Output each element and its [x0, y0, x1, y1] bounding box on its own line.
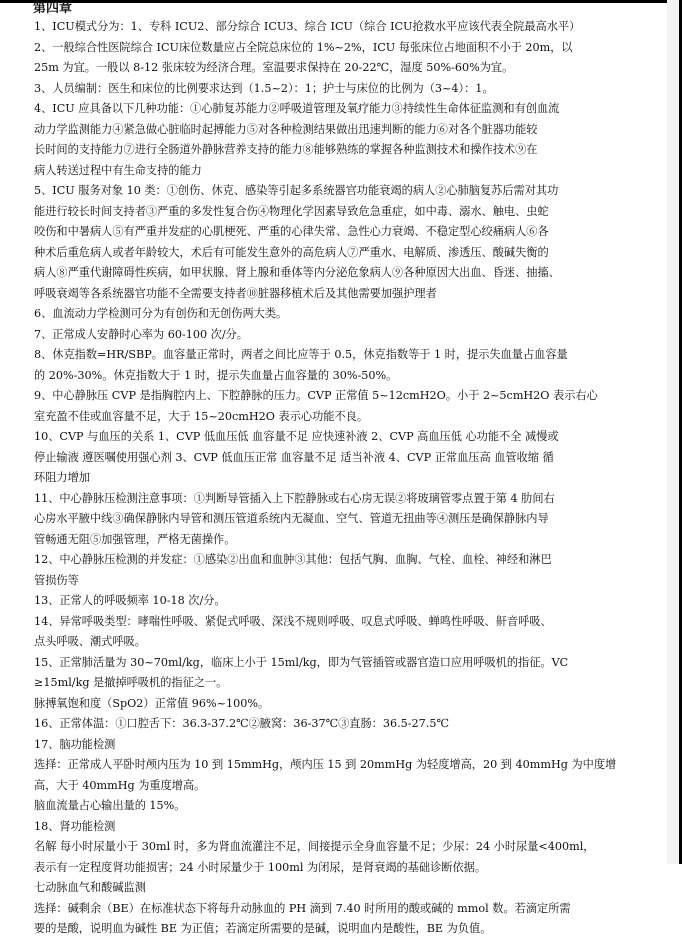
text-line: 病人转送过程中有生命支持的能力: [34, 163, 202, 177]
text-line: 4、ICU 应具备以下几种功能：①心肺复苏能力②呼吸道管理及氧疗能力③持续性生命体征监测和有创血流: [34, 102, 560, 115]
text-line: 咬伤和中暑病人⑤有严重并发症的心肌梗死、严重的心律失常、急性心力衰竭、不稳定型心绞痛病人⑥各: [34, 225, 549, 238]
text-line: 6、血流动力学检测可分为有创伤和无创伤两大类。: [34, 307, 288, 320]
text-line: 11、中心静脉压检测注意事项：①判断导管插入上下腔静脉或右心房无误②将玻璃管零点置于第 4 肋间右: [34, 491, 555, 505]
text-line: 17、脑功能检测: [34, 737, 116, 751]
text-line: 点头呼吸、潮式呼吸。: [34, 635, 146, 648]
text-line: 呼吸衰竭等各系统器官功能不全需要支持者⑩脏器移植术后及其他需要加强护理者: [34, 286, 437, 300]
text-line: 14、异常呼吸类型：哮喘性呼吸、紧促式呼吸、深浅不规则呼吸、叹息式呼吸、蝉鸣性呼吸、鼾音呼吸、: [34, 614, 552, 628]
right-gutter: [667, 0, 679, 864]
text-line: 环阻力增加: [34, 471, 90, 484]
text-line: 管畅通无阻⑤加强管理，严格无菌操作。: [34, 532, 236, 546]
text-line: 室充盈不佳或血容量不足，大于 15~20cmH2O 表示心功能不良。: [34, 409, 369, 423]
chapter-title: 第四章: [33, 1, 73, 16]
text-line: 10、CVP 与血压的关系 1、CVP 低血压低 血容量不足 应快速补液 2、CVP 高血压低 心功能不全 减慢或: [34, 430, 559, 443]
text-line: 12、中心静脉压检测的并发症：①感染②出血和血肿③其他：包括气胸、血胸、气栓、血栓、神经和淋巴: [34, 553, 552, 566]
text-line: 5、ICU 服务对象 10 类：①创伤、休克、感染等引起多系统器官功能衰竭的病人②心肺脑复苏后需对其功: [34, 184, 559, 197]
text-line: 13、正常人的呼吸频率 10-18 次/分。: [34, 594, 226, 607]
text-line: 2、一般综合性医院综合 ICU床位数量应占全院总床位的 1%~2%，ICU 每张床位占地面积不小于 20m，以: [34, 40, 573, 54]
text-line: 25m 为宜。一般以 8-12 张床较为经济合理。室温要求保持在 20-22℃，湿度 50%-60%为宜。: [34, 61, 514, 74]
text-line: 选择：碱剩余（BE）在标准状态下将每升动脉血的 PH 滴到 7.40 时所用的酸或碱的 mmol 数。若滴定所需: [34, 901, 571, 915]
text-line: 停止输液 遵医嘱使用强心剂 3、CVP 低血压正常 血容量不足 适当补液 4、CVP 正常血压高 血管收缩 循: [34, 450, 554, 464]
text-line: 心房水平腋中线③确保静脉内导管和测压管道系统内无凝血、空气、管道无扭曲等④测压是确保静脉内导: [34, 512, 549, 525]
text-line: 种术后重危病人或者年龄较大，术后有可能发生意外的高危病人⑦严重水、电解质、渗透压、酸碱失衡的: [34, 245, 549, 259]
text-line: 能进行较长时间支持者③严重的多发性复合伤④物理化学因素导致危急重症，如中毒、溺水、触电、虫蛇: [34, 204, 549, 218]
text-line: 18、肾功能检测: [34, 819, 116, 833]
text-line: 选择：正常成人平卧时颅内压为 10 到 15mmHg，颅内压 15 到 20mmHg 为轻度增高，20 到 40mmHg 为中度增: [34, 758, 617, 771]
text-line: 15、正常肺活量为 30~70ml/kg，临床上小于 15ml/kg，即为气管插管或器官造口应用呼吸机的指征。VC: [34, 655, 569, 669]
text-line: ≥15ml/kg 是撤掉呼吸机的指征之一。: [34, 676, 228, 689]
document-body: [34, 0, 652, 940]
text-line: 表示有一定程度肾功能损害；24 小时尿量少于 100ml 为闭尿，是肾衰竭的基础诊断依据。: [34, 860, 487, 874]
document-lines: [34, 17, 652, 940]
text-line: 动力学监测能力④紧急做心脏临时起搏能力⑤对各种检测结果做出迅速判断的能力⑥对各个脏器功能较: [34, 122, 538, 136]
text-line: 1、ICU模式分为：1、专科 ICU2、部分综合 ICU3、综合 ICU（综合 ICU抢救水平应该代表全院最高水平）: [34, 20, 581, 33]
text-line: 要的是酸，说明血为碱性 BE 为正值；若滴定所需要的是碱，说明血内是酸性，BE 为负值。: [34, 922, 492, 935]
text-line: 脑血流量占心输出量的 15%。: [34, 799, 186, 812]
text-line: 长时间的支持能力⑦进行全肠道外静脉营养支持的能力⑧能够熟练的掌握各种监测技术和操作技术⑨在: [34, 143, 538, 156]
text-line: 名解 每小时尿量小于 30ml 时，多为肾血流灌注不足，间接提示全身血容量不足；少尿：24 小时尿量<400ml，: [34, 840, 595, 853]
text-line: 9、中心静脉压 CVP 是指胸腔内上、下腔静脉的压力。CVP 正常值 5~12cmH2O。小于 2~5cmH2O 表示右心: [34, 389, 598, 402]
text-line: 3、人员编制：医生和床位的比例要求达到（1.5~2）：1；护士与床位的比例为（3~4）：1。: [34, 81, 494, 95]
text-line: 8、休克指数=HR/SBP。血容量正常时，两者之间比应等于 0.5，休克指数等于 1 时，提示失血量占血容量: [34, 348, 568, 361]
text-line: 7、正常成人安静时心率为 60-100 次/分。: [34, 327, 248, 341]
text-line: 脉搏氧饱和度（SpO2）正常值 96%~100%。: [34, 696, 270, 710]
text-line: 的 20%-30%。休克指数大于 1 时，提示失血量占血容量的 30%-50%。: [34, 368, 398, 382]
text-line: 管损伤等: [34, 573, 79, 587]
text-line: 16、正常体温：①口腔舌下：36.3-37.2℃②腋窝：36-37℃③直肠：36.5-27.5℃: [34, 717, 449, 730]
text-line: 病人⑧严重代谢障碍性疾病，如甲状腺、肾上腺和垂体等内分泌危象病人⑨各种原因大出血、昏迷、抽搐、: [34, 266, 560, 279]
text-line: 七动脉血气和酸碱监测: [34, 881, 146, 894]
text-line: 高，大于 40mmHg 为重度增高。: [34, 778, 206, 792]
